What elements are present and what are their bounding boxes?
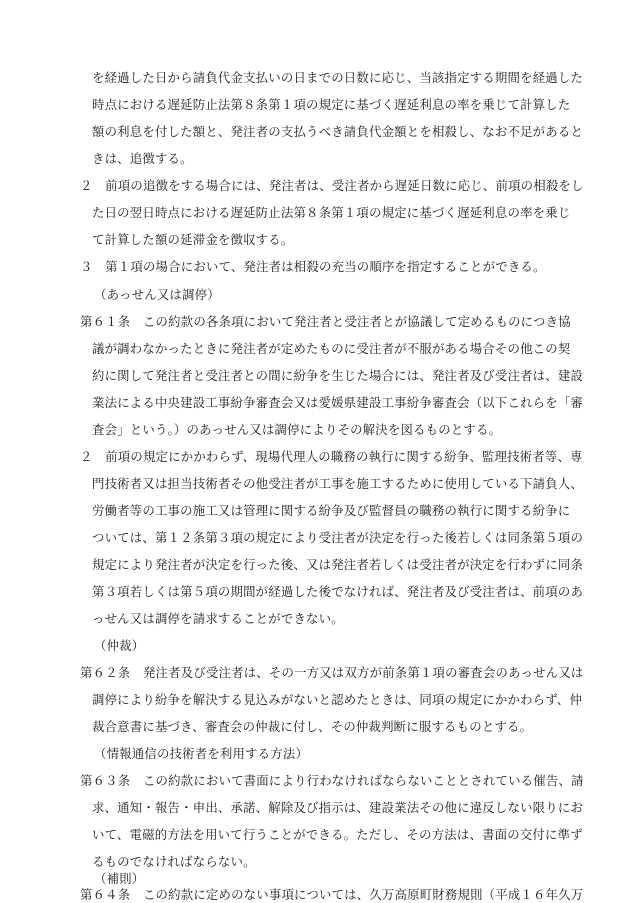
section-heading: （仲裁） [94, 638, 145, 653]
text-line: 労働者等の工事の施工又は管理に関する紛争及び監督員の職務の執行に関する紛争に [92, 503, 571, 518]
text-line: た日の翌日時点における遅延防止法第８条第１項の規定に基づく遅延利息の率を乗じ [92, 205, 571, 220]
section-heading: （あっせん又は調停） [94, 287, 220, 302]
text-line: 門技術者又は担当技術者その他受注者が工事を施工するために使用している下請負人、 [92, 476, 584, 491]
text-line: 調停により紛争を解決する見込みがないと認めたときは、同項の規定にかかわらず、仲 [92, 692, 583, 707]
text-line: るものでなければならない。 [92, 854, 256, 869]
text-line: 裁合意書に基づき、審査会の仲裁に付し、その仲裁判断に服するものとする。 [92, 719, 533, 734]
text-line: 業法による中央建設工事紛争審査会又は愛媛県建設工事紛争審査会（以下これらを「審 [92, 395, 584, 410]
text-line: ２ 前項の規定にかかわらず、現場代理人の職務の執行に関する紛争、監理技術者等、専 [80, 449, 583, 464]
text-line: ついては、第１２条第３項の規定により受注者が決定を行った後若しくは同条第５項の [92, 530, 584, 545]
text-line: を経過した日から請負代金支払いの日までの日数に応じ、当該指定する期間を経過した [92, 70, 584, 85]
text-line: 査会」という。）のあっせん又は調停によりその解決を図るものとする。 [92, 422, 502, 437]
text-line: て計算した額の延滞金を徴収する。 [92, 232, 294, 247]
text-line: っせん又は調停を請求することができない。 [92, 611, 344, 626]
text-line: 約に関して発注者と受注者との間に紛争を生じた場合には、発注者及び受注者は、建設 [92, 368, 584, 383]
article-title: 第６３条 この約款において書面により行わなければならないこととされている催告、請 [80, 773, 584, 788]
section-heading: （情報通信の技術者を利用する方法） [94, 746, 309, 761]
text-line: いて、電磁的方法を用いて行うことができる。ただし、その方法は、書面の交付に準ず [92, 827, 583, 842]
text-line: 求、通知・報告・申出、承諾、解除及び指示は、建設業法その他に違反しない限りにお [92, 800, 584, 815]
article-title: 第６１条 この約款の各条項において発注者と受注者とが協議して定めるものにつき協 [80, 314, 571, 329]
text-line: きは、追徴する。 [92, 151, 193, 166]
text-line: 規定により発注者が決定を行った後、又は発注者若しくは受注者が決定を行わずに同条 [92, 557, 584, 572]
section-heading: （補則） [94, 871, 145, 886]
article-title: 第６２条 発注者及び受注者は、その一方又は双方が前条第１項の審査会のあっせん又は [80, 665, 584, 680]
article-title: 第６４条 この約款に定めのない事項については、久万高原町財務規則（平成１６年久万 [80, 887, 584, 902]
text-line: 議が調わなかったときに発注者が定めたものに受注者が不服がある場合その他この契 [92, 341, 571, 356]
text-line: ２ 前項の追徴をする場合には、発注者は、受注者から遅延日数に応じ、前項の相殺をし [80, 178, 584, 193]
text-line: 時点における遅延防止法第８条第１項の規定に基づく遅延利息の率を乗じて計算した [92, 97, 571, 112]
text-line: ３ 第１項の場合において、発注者は相殺の充当の順序を指定することができる。 [80, 259, 546, 274]
text-line: 第３項若しくは第５項の期間が経過した後でなければ、発注者及び受注者は、前項のあ [92, 584, 584, 599]
text-line: 額の利息を付した額と、発注者の支払うべき請負代金額とを相殺し、なお不足があると [92, 124, 584, 139]
